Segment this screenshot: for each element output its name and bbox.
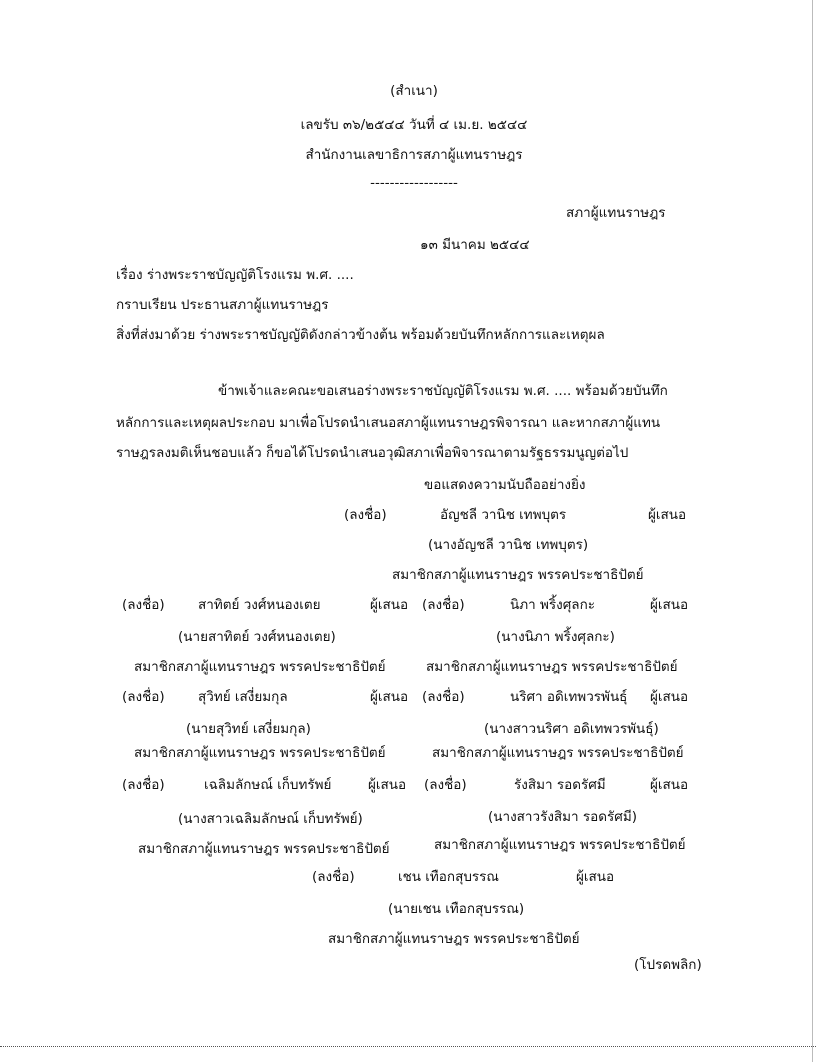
salutation-line: กราบเรียน ประธานสภาผู้แทนราษฎร bbox=[116, 297, 329, 313]
proposer-label: ผู้เสนอ bbox=[370, 689, 409, 705]
header-separator: ------------------ bbox=[370, 175, 458, 191]
body-line-3: ราษฎรลงมติเห็นชอบแล้ว ก็ขอได้โปรดนำเสนอวุฒิสภาเพื่อพิจารณาตามรัฐธรรมนูญต่อไป bbox=[116, 445, 629, 461]
sign-label: (ลงชื่อ) bbox=[344, 507, 387, 523]
party-line: สมาชิกสภาผู้แทนราษฎร พรรคประชาธิปัตย์ bbox=[392, 567, 644, 583]
proposer-label: ผู้เสนอ bbox=[650, 689, 689, 705]
proposer-label: ผู้เสนอ bbox=[370, 597, 409, 613]
proposer-label: ผู้เสนอ bbox=[650, 597, 689, 613]
printed-name-3: (นางนิภา พริ้งศุลกะ) bbox=[496, 629, 615, 645]
printed-name-1: (นางอัญชลี วานิช เทพบุตร) bbox=[428, 537, 589, 553]
proposer-label: ผู้เสนอ bbox=[648, 507, 687, 523]
page-bottom-edge bbox=[0, 1046, 816, 1047]
sign-label: (ลงชื่อ) bbox=[422, 597, 465, 613]
signature-3: นิภา พริ้งศุลกะ bbox=[510, 597, 596, 613]
sign-label: (ลงชื่อ) bbox=[122, 597, 165, 613]
sender-place: สภาผู้แทนราษฎร bbox=[566, 205, 666, 221]
receipt-line: เลขรับ ๓๖/๒๕๔๔ วันที่ ๔ เม.ย. ๒๕๔๔ bbox=[300, 117, 528, 133]
signature-7: รังสิมา รอดรัศมี bbox=[514, 777, 606, 793]
office-name: สำนักงานเลขาธิการสภาผู้แทนราษฎร bbox=[305, 147, 523, 163]
please-turn-note: (โปรดพลิก) bbox=[634, 957, 702, 973]
copy-label: (สำเนา) bbox=[390, 83, 438, 99]
party-line: สมาชิกสภาผู้แทนราษฎร พรรคประชาธิปัตย์ bbox=[432, 745, 684, 761]
party-line: สมาชิกสภาผู้แทนราษฎร พรรคประชาธิปัตย์ bbox=[434, 837, 686, 853]
letter-date: ๑๓ มีนาคม ๒๕๔๔ bbox=[420, 237, 530, 253]
printed-name-4: (นายสุวิทย์ เสงี่ยมกุล) bbox=[186, 721, 311, 737]
party-line: สมาชิกสภาผู้แทนราษฎร พรรคประชาธิปัตย์ bbox=[134, 659, 386, 675]
proposer-label: ผู้เสนอ bbox=[650, 777, 689, 793]
party-line: สมาชิกสภาผู้แทนราษฎร พรรคประชาธิปัตย์ bbox=[138, 841, 390, 857]
signature-4: สุวิทย์ เสงี่ยมกุล bbox=[198, 689, 288, 705]
printed-name-2: (นายสาทิตย์ วงศ์หนองเตย) bbox=[178, 629, 336, 645]
body-line-1: ข้าพเจ้าและคณะขอเสนอร่างพระราชบัญญัติโรงแรม พ.ศ. .... พร้อมด้วยบันทึก bbox=[218, 383, 668, 399]
page-right-edge bbox=[812, 0, 813, 1062]
printed-name-7: (นางสาวรังสิมา รอดรัศมี) bbox=[488, 809, 638, 825]
sign-label: (ลงชื่อ) bbox=[122, 689, 165, 705]
party-line: สมาชิกสภาผู้แทนราษฎร พรรคประชาธิปัตย์ bbox=[328, 931, 580, 947]
party-line: สมาชิกสภาผู้แทนราษฎร พรรคประชาธิปัตย์ bbox=[134, 745, 386, 761]
sign-label: (ลงชื่อ) bbox=[312, 869, 355, 885]
proposer-label: ผู้เสนอ bbox=[576, 869, 615, 885]
printed-name-6: (นางสาวเฉลิมลักษณ์ เก็บทรัพย์) bbox=[178, 811, 363, 827]
sign-label: (ลงชื่อ) bbox=[424, 777, 467, 793]
signature-2: สาทิตย์ วงศ์หนองเตย bbox=[198, 597, 321, 613]
body-line-2: หลักการและเหตุผลประกอบ มาเพื่อโปรดนำเสนอสภาผู้แทนราษฎรพิจารณา และหากสภาผู้แทน bbox=[116, 415, 661, 431]
proposer-label: ผู้เสนอ bbox=[368, 777, 407, 793]
signature-1: อัญชลี วานิช เทพบุตร bbox=[440, 507, 567, 523]
signature-6: เฉลิมลักษณ์ เก็บทรัพย์ bbox=[204, 777, 332, 793]
enclosure-line: สิ่งที่ส่งมาด้วย ร่างพระราชบัญญัติดังกล่าวข้างต้น พร้อมด้วยบันทึกหลักการและเหตุผล bbox=[116, 327, 605, 343]
closing-line: ขอแสดงความนับถืออย่างยิ่ง bbox=[424, 477, 586, 493]
printed-name-5: (นางสาวนริศา อดิเทพวรพันธุ์) bbox=[484, 721, 659, 737]
subject-line: เรื่อง ร่างพระราชบัญญัติโรงแรม พ.ศ. .... bbox=[116, 267, 354, 283]
printed-name-8: (นายเชน เทือกสุบรรณ) bbox=[388, 901, 525, 917]
sign-label: (ลงชื่อ) bbox=[122, 777, 165, 793]
sign-label: (ลงชื่อ) bbox=[422, 689, 465, 705]
signature-5: นริศา อดิเทพวรพันธุ์ bbox=[510, 689, 628, 705]
party-line: สมาชิกสภาผู้แทนราษฎร พรรคประชาธิปัตย์ bbox=[426, 659, 678, 675]
signature-8: เชน เทือกสุบรรณ bbox=[398, 869, 499, 885]
